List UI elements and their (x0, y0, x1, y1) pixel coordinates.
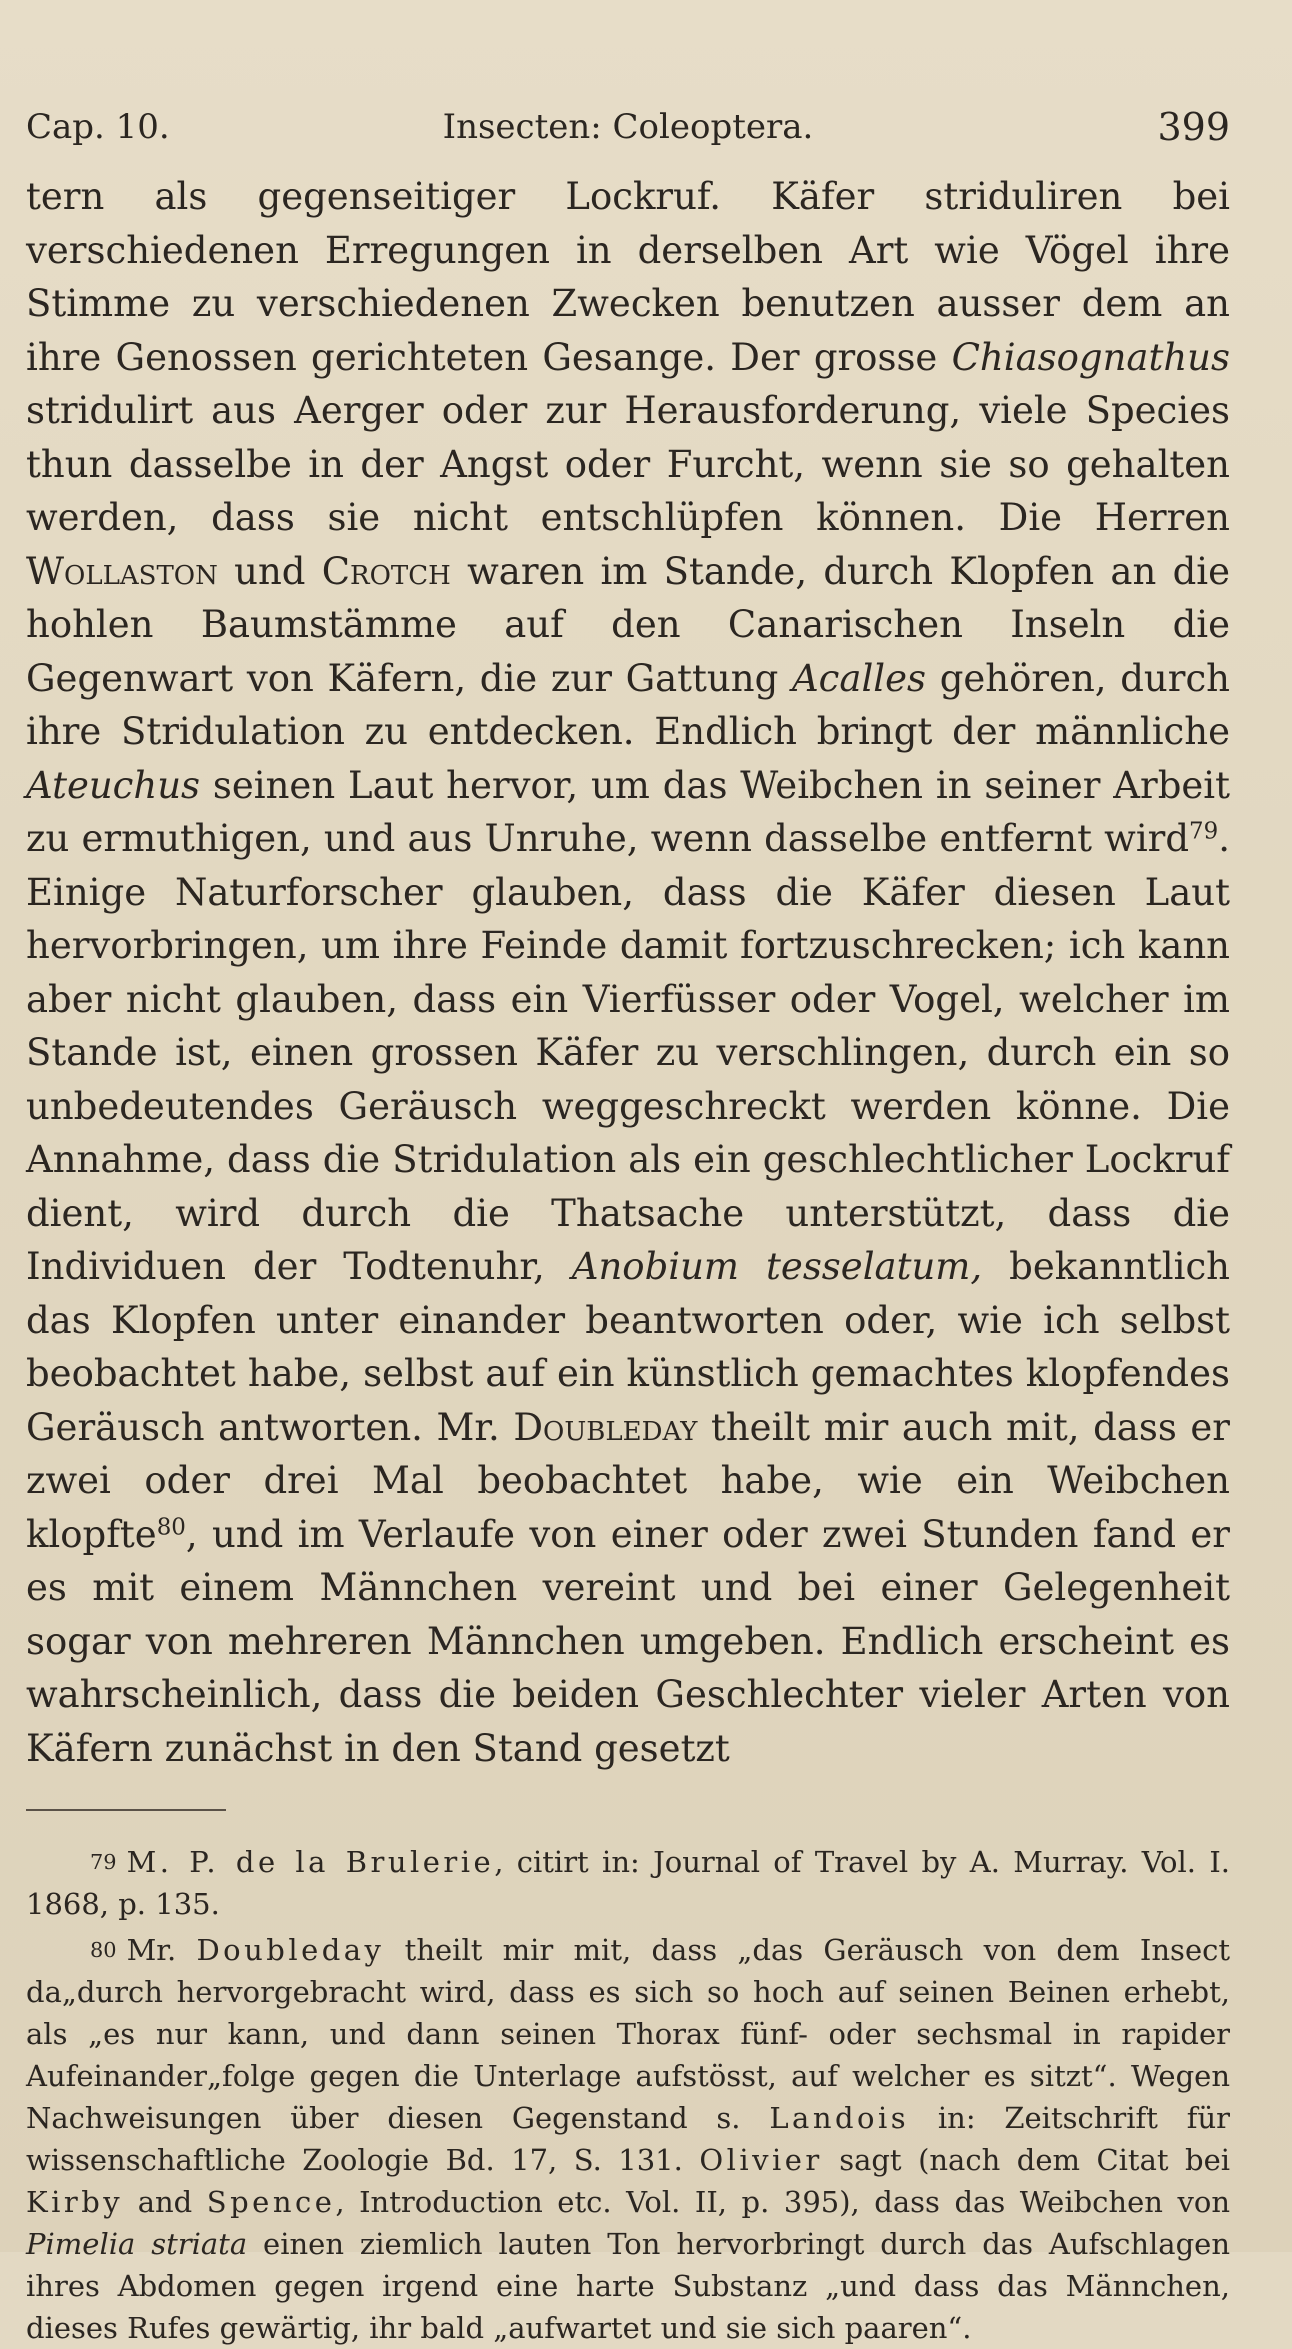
running-header (26, 96, 1230, 158)
cited-author: Spence (206, 2185, 336, 2220)
person-name: Doubleday (513, 1405, 698, 1449)
cited-author: Olivier (699, 2143, 823, 2178)
species-name: Chiasognathus (951, 335, 1230, 379)
footnote-mark: 79 (90, 1850, 117, 1874)
text-run: stridulirt aus Aerger oder zur Herausforderung, viele Species thun dasselbe in der Angst oder Furcht, wenn sie so gehalten werden, dass sie nicht entschlüpfen können. Die Herren (26, 389, 1230, 539)
footnote-text: Mr. (126, 1933, 197, 1968)
text-run: . Einige Naturforscher glauben, dass die Käfer diesen Laut hervorbringen, um ihre Feinde damit fortzuschrecken; ich kann aber nicht glauben, dass ein Vierfüsser oder Vogel, welcher im Stande ist, einen grossen Käfer zu verschlingen, durch ein so unbedeutendes Geräusch weggeschreckt werden könne. Die Annahme, dass die Stridulation als ein geschlechtlicher Lockruf dient, wird durch die Thatsache unterstützt, dass die Individuen der Todtenuhr, (26, 817, 1230, 1288)
cited-author: Kirby (26, 2185, 124, 2220)
text-run: seinen Laut hervor, um das Weibchen in seiner Arbeit zu ermuthigen, und aus Unruhe, wenn dasselbe entfernt wird (26, 763, 1230, 860)
cited-author: Doubleday (196, 1933, 385, 1968)
chapter-label: Cap. 10. (26, 107, 170, 147)
section-title: Insecten: Coleoptera. (442, 107, 814, 147)
footnotes (26, 1841, 1230, 2349)
footnote-text: , Introduction etc. Vol. II, p. 395), dass das Weibchen von (335, 2185, 1230, 2220)
text-run: , und im Verlaufe von einer oder zwei Stunden fand er es mit einem Männchen vereint und bei einer Gelegenheit sogar von mehreren Männchen umgeben. Endlich erscheint es wahrscheinlich, dass die beiden Geschlechter vieler Arten von Käfern zunächst in den Stand gesetzt (26, 1512, 1230, 1770)
footnote-79 (26, 1841, 1230, 1925)
species-name: Pimelia striata (26, 2227, 248, 2262)
cited-author: M. P. de la Brulerie (126, 1845, 495, 1880)
genus-name: Ateuchus (26, 763, 201, 807)
footnote-text: theilt mir mit, dass „das Geräusch von dem Insect da„durch hervorgebracht wird, dass es sich so hoch auf seinen Beinen erhebt, als „es nur kann, und dann seinen Thorax fünf- oder sechsmal in rapider Aufeinander„folge gegen die Unterlage aufstösst, auf welcher es sitzt“. Wegen Nachweisungen über diesen Gegenstand s. (26, 1933, 1230, 2136)
person-name: Crotch (321, 549, 451, 593)
text-run: waren im Stande, durch Klopfen an die hohlen Baumstämme auf den Canarischen Inseln die Gegenwart von Käfern, die zur Gattung (26, 549, 1230, 700)
text-run: und (217, 549, 322, 593)
main-text (26, 170, 1230, 1775)
page-number: 399 (1157, 105, 1230, 149)
cited-author: Landois (769, 2101, 910, 2136)
footnote-divider (26, 1809, 226, 1811)
text-run: gehören, durch ihre Stridulation zu entdecken. Endlich bringt der männliche (26, 656, 1230, 753)
text-run: theilt mir auch mit, dass er zwei oder drei Mal beobachtet habe, wie ein Weibchen klopfte (26, 1405, 1230, 1556)
footnote-ref-80: 80 (156, 1513, 186, 1540)
footnote-text: einen ziemlich lauten Ton hervorbringt durch das Aufschlagen ihres Abdomen gegen irgend eine harte Substanz „und dass das Männchen, dieses Rufes gewärtig, ihr bald „aufwartet und sie sich paaren“. (26, 2227, 1230, 2346)
main-paragraph (26, 170, 1230, 1775)
person-name: Wollaston (26, 549, 218, 593)
footnote-80 (26, 1929, 1230, 2349)
species-name: Anobium tesselatum, (571, 1245, 983, 1288)
text-run: tern als gegenseitiger Lockruf. Käfer striduliren bei verschiedenen Erregungen in derselben Art wie Vögel ihre Stimme zu verschiedenen Zwecken benutzen ausser dem an ihre Genossen gerichteten Gesange. Der grosse (26, 175, 1230, 379)
footnote-text: sagt (nach dem Citat bei (822, 2143, 1231, 2178)
footnote-mark: 80 (90, 1938, 117, 1963)
text-run: bekanntlich das Klopfen unter einander beantworten oder, wie ich selbst beobachtet habe, selbst auf ein künstlich gemachtes klopfendes Geräusch antworten. Mr. (26, 1245, 1230, 1449)
footnote-text: , citirt in: Journal of Travel by A. Murray. Vol. I. 1868, p. 135. (26, 1845, 1230, 1922)
footnote-text: and (123, 2185, 207, 2220)
footnote-text: in: Zeitschrift für wissenschaftliche Zoologie Bd. 17, S. 131. (26, 2101, 1231, 2178)
footnote-ref-79: 79 (1189, 818, 1219, 845)
genus-name: Acalles (791, 656, 927, 700)
